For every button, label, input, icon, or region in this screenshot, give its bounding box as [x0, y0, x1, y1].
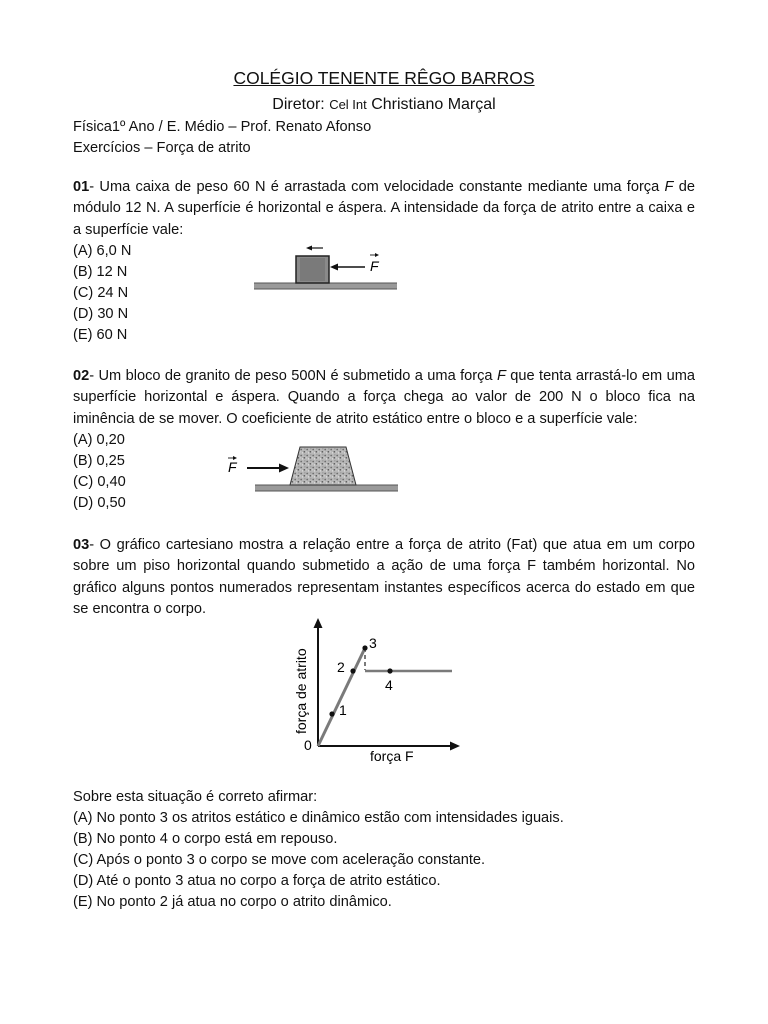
q3-point-2-label: 2 [337, 659, 345, 675]
q1-option-c: (C) 24 N [73, 285, 129, 301]
q3-option-e: (E) No ponto 2 já atua no corpo o atrito dinâmico. [73, 894, 392, 910]
q3-point-4 [387, 668, 392, 673]
q2-option-c: (C) 0,40 [73, 474, 126, 490]
q2-option-a: (A) 0,20 [73, 432, 125, 448]
q3-x-label: força F [370, 748, 414, 764]
q3-prompt: Sobre esta situação é correto afirmar: [73, 789, 318, 805]
q2-option-d: (D) 0,50 [73, 495, 126, 511]
question-1-text: 01- Uma caixa de peso 60 N é arrastada com velocidade constante mediante uma força F de módulo 12 N. A superfície é horizontal e áspera. A intensidade da força de atrito entre a caixa e a superfície vale: [73, 179, 695, 238]
q1-option-a: (A) 6,0 N [73, 243, 132, 259]
q1-surface [254, 283, 397, 289]
question-3-number: 03 [73, 537, 90, 553]
q3-option-b: (B) No ponto 4 o corpo está em repouso. [73, 831, 338, 847]
q2-option-b: (B) 0,25 [73, 453, 125, 469]
q3-y-label: força de atrito [293, 648, 309, 734]
subject-line: Exercícios – Força de atrito [73, 140, 251, 156]
q1-force-label: F [370, 258, 379, 274]
q3-origin-label: 0 [304, 737, 312, 753]
director-rank: Cel Int [329, 97, 367, 112]
director-name: Christiano Marçal [371, 96, 496, 113]
director-label: Diretor: [272, 96, 325, 113]
q3-point-4-label: 4 [385, 677, 393, 693]
q3-point-2 [350, 668, 355, 673]
q3-point-1-label: 1 [339, 702, 347, 718]
q3-point-3-label: 3 [369, 635, 377, 651]
school-title: COLÉGIO TENENTE RÊGO BARROS [233, 68, 535, 88]
q2-force-label: F [228, 459, 237, 475]
director-line [0, 94, 768, 115]
question-3-text: 03- O gráfico cartesiano mostra a relação entre a força de atrito (Fat) que atua em um corpo sobre um piso horizontal quando submetido a ação de uma força F também horizontal. No gráfico alguns pontos numerados representam instantes específicos acerca do estado em que se encontra o corpo. [73, 537, 695, 617]
q1-option-e: (E) 60 N [73, 327, 128, 343]
q2-figure-granite-block [222, 442, 412, 498]
q3-option-d: (D) Até o ponto 3 atua no corpo a força de atrito estático. [73, 873, 441, 889]
q3-option-a: (A) No ponto 3 os atritos estático e dinâmico estão com intensidades iguais. [73, 810, 564, 826]
q3-point-1 [329, 711, 334, 716]
question-2-text: 02- Um bloco de granito de peso 500N é submetido a uma força F que tenta arrastá-lo em uma superfície horizontal e áspera. Quando a força chega ao valor de 200 N o bloco fica na iminência de se mover. O coeficiente de atrito estático entre o bloco e a superfície vale: [73, 368, 695, 427]
q2-surface [255, 485, 398, 491]
q3-graph [280, 612, 470, 770]
course-line: Física1º Ano / E. Médio – Prof. Renato Afonso [73, 119, 372, 135]
q3-option-c: (C) Após o ponto 3 o corpo se move com aceleração constante. [73, 852, 486, 868]
q3-point-3 [362, 645, 367, 650]
question-1-number: 01 [73, 179, 90, 195]
q1-figure-box-on-surface [250, 240, 410, 296]
question-2-number: 02 [73, 368, 90, 384]
q1-option-d: (D) 30 N [73, 306, 129, 322]
q1-option-b: (B) 12 N [73, 264, 128, 280]
q2-granite-block [290, 447, 356, 485]
